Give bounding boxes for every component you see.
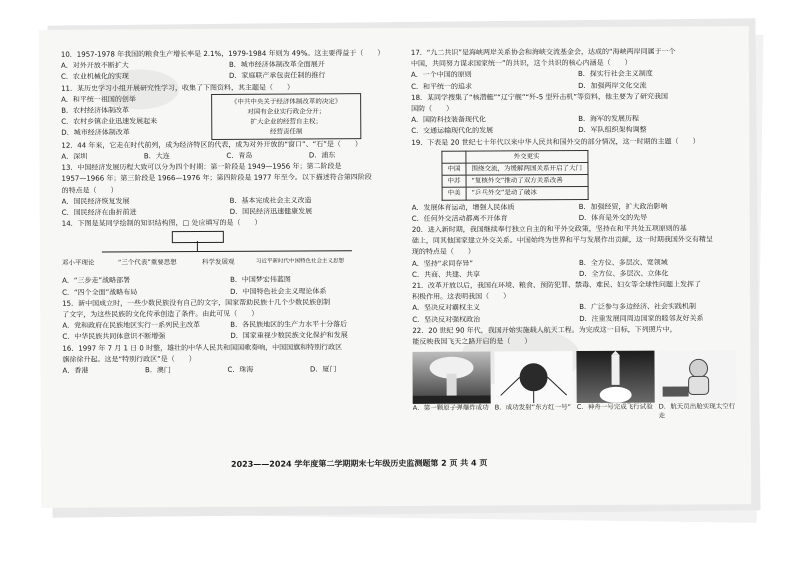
connector-line <box>197 241 198 251</box>
option-a[interactable]: A．和平统一祖国的创举 <box>61 95 136 104</box>
astronaut-icon <box>658 350 736 402</box>
exam-page <box>39 26 751 508</box>
option-b[interactable]: B．中国梦宏伟蓝图 <box>230 275 291 285</box>
left-column <box>61 48 393 377</box>
material-title: 《中共中央关于经济体制改革的决定》 <box>230 97 342 106</box>
option-c[interactable]: C．农业机械化的实现 <box>60 72 129 82</box>
option-b[interactable]: B．各民族地区的生产力水平十分落后 <box>230 320 348 330</box>
option-b[interactable]: B．探实行社会主义制度 <box>577 70 653 79</box>
question-11-material-box <box>211 93 361 140</box>
option-d[interactable]: D．厦门 <box>310 365 337 374</box>
option-d[interactable]: D．城市经济体制改革 <box>61 128 130 138</box>
table-cell: 外交更实 <box>466 150 588 163</box>
option-c[interactable]: C．“四个全面”战略布局 <box>62 287 138 297</box>
photo-caption: D．航天员出舱实现太空行走 <box>658 402 736 420</box>
option-d[interactable]: D．加强两岸文化交流 <box>578 81 647 90</box>
tree-leaf: “三个代表”重要思想 <box>117 258 177 267</box>
question-11: 11．某历史学习小组开展研究性学习，收集了下图资料，其主题是（ ） <box>61 83 294 93</box>
question-15-options <box>62 330 392 343</box>
table-row <box>442 163 588 176</box>
question-18-line: 18．某同学搜集了“核潜艇”“辽宁舰”“歼-5 型歼击机”等资料，他主要为了研究我国 <box>411 92 669 102</box>
option-c[interactable]: C．任何外交活动都离不开体育 <box>411 214 508 223</box>
table-row <box>442 187 588 200</box>
option-c[interactable]: C．交通运输现代化的发展 <box>411 126 494 136</box>
material-line: 扩大企业的经营自主权； <box>250 117 323 126</box>
rocket-launch-photo <box>576 351 654 403</box>
question-13-line: 13．中国经济发展历程大致可以分为四个时期：第一阶段是 1949—1956 年；第二阶段是 <box>61 162 342 172</box>
knowledge-structure-diagram <box>62 228 392 276</box>
spacewalk-photo <box>658 350 736 402</box>
option-a[interactable]: A．坚决反对霸权主义 <box>412 304 481 313</box>
question-13-options <box>62 206 392 219</box>
option-b[interactable]: B．全方位、多层次、宽领域 <box>578 258 668 267</box>
option-a[interactable]: A．坚持“求同存异” <box>411 259 474 268</box>
option-c[interactable]: C．青岛 <box>226 151 253 160</box>
question-10-options <box>61 70 391 83</box>
question-20-line: 20．进入新时期，我国继续奉行独立自主的和平外交政策，坚持在和平共处五项原则的基 <box>411 224 687 234</box>
option-a[interactable]: A．发展体育运动，增强人民体质 <box>411 203 515 212</box>
option-a[interactable]: A．对外开放不断扩大 <box>60 61 129 70</box>
option-b[interactable]: B．城市经济体制改革全面展开 <box>228 60 325 70</box>
question-21-line: 积极作用。这表明我国（ ） <box>412 292 511 302</box>
table-row <box>442 175 588 188</box>
option-a[interactable]: A．国民经济恢复发展 <box>61 197 130 206</box>
option-d[interactable]: D．家庭联产承包责任制的推行 <box>228 71 326 81</box>
option-a[interactable]: A．香港 <box>62 366 89 375</box>
table-cell: “乒乓外交”是动了破冰 <box>466 187 588 200</box>
table-cell: 围绕交流，为缓解两国关系开启了大门 <box>466 163 588 176</box>
satellite-photo <box>494 351 572 403</box>
option-b[interactable]: B．农村经济体制改革 <box>61 106 130 115</box>
option-c[interactable]: C．珠海 <box>227 365 254 374</box>
option-a[interactable]: A．一个中国的原则 <box>410 71 472 80</box>
question-19: 19．下表是 20 世纪七十年代以来中华人民共和国外交的部分情况，这一时期的主题（ ） <box>411 137 700 147</box>
material-line: 经营责任制 <box>270 127 303 136</box>
table-row <box>442 150 588 163</box>
option-b[interactable]: B．广泛参与多边经济、社会实践机制 <box>579 302 697 312</box>
rocket-icon <box>576 351 654 403</box>
page-footer: 2023——2024 学年度第二学期期末七年级历史监测题第 2 页 共 4 页 <box>231 458 488 469</box>
question-15-line: 了文字，为这些民族的文化传承创造了条件。由此可见（ ） <box>62 309 259 319</box>
question-17-options <box>411 80 739 93</box>
table-cell <box>442 151 466 163</box>
option-a[interactable]: A．深圳 <box>61 152 88 161</box>
question-22-line: 能反映我国飞天之路开启的是（ ） <box>412 337 532 346</box>
tree-leaf: 科学发展观 <box>201 258 235 267</box>
question-12: 12．44 年来，它走在时代前列，成为经济特区的代表，成为对外开放的“窗口”、“石”是（ ） <box>61 139 362 150</box>
question-17-line: 中国，共同努力谋求国家统一”的共识，这个共识的核心内涵是（ ） <box>410 58 632 69</box>
option-a[interactable]: A．“三步走”战略部署 <box>62 276 131 286</box>
question-14-options <box>62 286 392 299</box>
photo-option-a[interactable] <box>412 352 490 424</box>
photo-caption: C．神舟一号完成飞行试验 <box>576 402 653 412</box>
option-d[interactable]: D．国家重视少数民族文化保护和发展 <box>230 331 348 341</box>
mushroom-cloud-icon <box>412 352 490 404</box>
option-b[interactable]: B．大连 <box>143 152 170 161</box>
option-c[interactable]: C．共商、共建、共享 <box>412 270 480 279</box>
option-d[interactable]: D．中国特色社会主义理论体系 <box>230 286 327 296</box>
question-21-line: 21．改革开放以后，我国在环境、粮食、预防犯罪、禁毒、难民、妇女等全球性问题上发挥了 <box>412 280 702 290</box>
option-c[interactable]: C．中华民族共同体意识不断增强 <box>62 332 166 342</box>
question-10: 10．1957-1978 年我国的粮食生产增长率是 2.1%，1979-1984 年则为 49%。这主要得益于（ ） <box>60 49 385 59</box>
question-16-line: 16．1997 年 7 月 1 日 0 时整，雄壮的中华人民共和国国歌奏响，中国国旗和特别行政区 <box>62 342 343 353</box>
option-d[interactable]: D．全方位、多层次、立体化 <box>579 269 669 278</box>
photo-caption: A．第一颗原子弹爆炸成功 <box>412 403 489 413</box>
question-22-line: 22．20 世纪 90 年代，我国开始实施载人航天工程。为完成这一目标，下列照片中， <box>412 325 677 335</box>
question-16-options <box>63 364 393 377</box>
photo-option-d[interactable] <box>658 350 736 422</box>
question-17-line: 17．“九二共识”是海峡两岸关系协会和海峡交流基金会，达成的“海峡两岸同属于一个 <box>410 47 676 57</box>
connector-line <box>102 251 352 253</box>
photo-option-c[interactable] <box>576 351 654 423</box>
table-cell: 中美 <box>442 188 466 200</box>
atomic-bomb-photo <box>412 352 490 404</box>
tree-leaf: 邓小平理论 <box>61 259 95 268</box>
question-13-line: 1957—1966 年；第三阶段是 1966—1976 年；第四阶段是 1977 年至今。以下描述符合第四阶段 <box>61 173 372 184</box>
right-column <box>411 46 741 424</box>
question-19-options <box>412 212 740 225</box>
question-20-line: 础上，同其他国家建立外交关系。中国始终为世界和平与发展作出贡献，这一时期我国外交有精呈 <box>411 235 713 246</box>
material-line: 对国有企业实行政企分开； <box>247 107 326 116</box>
table-cell: 中国 <box>442 163 466 175</box>
question-20-line: 现的特点是（ ） <box>411 248 475 257</box>
option-b[interactable]: B．加强经贸，扩大政治影响 <box>578 202 668 211</box>
satellite-icon <box>494 351 572 403</box>
table-cell: 中苏 <box>442 175 466 187</box>
question-21-options <box>412 313 740 326</box>
option-c[interactable]: C．坚决反对强权政治 <box>412 315 481 324</box>
option-d[interactable]: D．浦东 <box>308 151 336 160</box>
option-b[interactable]: B．基本完成社会主义改造 <box>229 196 312 205</box>
tree-leaf: 习近平新时代中国特色社会主义思想 <box>255 258 345 266</box>
option-b[interactable]: B．澳门 <box>145 366 171 375</box>
question-11-block <box>61 93 391 141</box>
photo-caption: B．成功发射“东方红一号” <box>494 403 571 412</box>
option-d[interactable]: D．体育是外交的先导 <box>578 213 648 222</box>
question-13-line: 的特点是（ ） <box>61 186 118 195</box>
question-22-photo-options <box>412 350 740 424</box>
question-19-table <box>441 150 588 201</box>
option-c[interactable]: C．国民经济在曲折前进 <box>61 208 137 217</box>
question-15-line: 15．新中国成立时，一些少数民族没有自己的文字，国家帮助民族十几个少数民族创制 <box>62 298 331 308</box>
option-d[interactable]: D．注重发展同周边国家的睦邻友好关系 <box>579 314 704 323</box>
option-c[interactable]: C．农村乡镇企业迅速发展起来 <box>61 117 158 126</box>
photo-option-b[interactable] <box>494 351 572 423</box>
question-12-options <box>61 150 391 163</box>
option-b[interactable]: B．海军的发展历程 <box>578 114 640 124</box>
option-c[interactable]: C．和平统一的追求 <box>411 82 472 91</box>
option-a[interactable]: A．国防科技装备现代化 <box>411 115 487 125</box>
question-14: 14．下图是某同学绘制的知识结构图，□ 处应填写的是（ ） <box>61 218 262 228</box>
option-d[interactable]: D．国民经济迅速健康发展 <box>229 207 313 216</box>
table-cell: “复核外交”推动了双方关系改善 <box>466 175 588 188</box>
question-11-options <box>61 94 211 141</box>
question-18-line: 国防（ ） <box>411 104 454 113</box>
option-d[interactable]: D．军队组织架构调整 <box>578 126 647 135</box>
question-16-line: 旗徐徐升起。这是“特别行政区”是（ ） <box>62 354 196 364</box>
option-a[interactable]: A．党和政府在民族地区实行一系列民主改革 <box>62 321 201 330</box>
